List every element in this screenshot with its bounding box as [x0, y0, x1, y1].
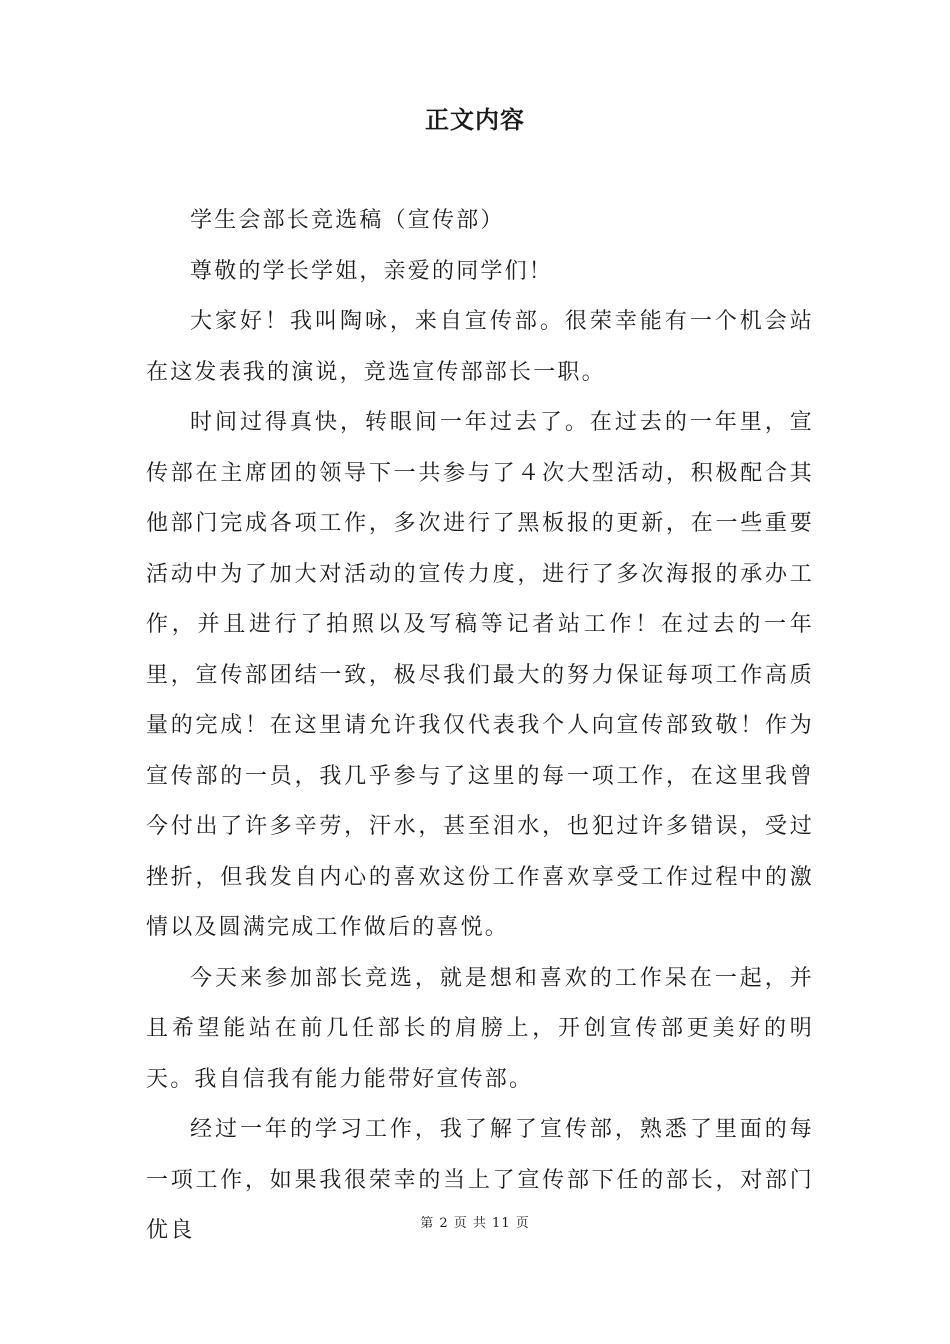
paragraph-motivation: 今天来参加部长竞选，就是想和喜欢的工作呆在一起，并且希望能站在前几任部长的肩膀上，开创宣传部更美好的明天。我自信我有能力能带好宣传部。 — [146, 965, 814, 1092]
page-number: 第 2 页 共 11 页 — [420, 1216, 530, 1231]
paragraph-plan: 经过一年的学习工作，我了解了宣传部，熟悉了里面的每一项工作，如果我很荣幸的当上了宣传部下任的部长，对部门优良 — [146, 1117, 814, 1243]
document-body — [146, 196, 814, 1257]
paragraph-review: 时间过得真快，转眼间一年过去了。在过去的一年里，宣传部在主席团的领导下一共参与了４次大型活动，积极配合其他部门完成各项工作，多次进行了黑板报的更新，在一些重要活动中为了加大对活动的宣传力度，进行了多次海报的承办工作，并且进行了拍照以及写稿等记者站工作！在过去的一年里，宣传部团结一致，极尽我们最大的努力保证每项工作高质量的完成！在这里请允许我仅代表我个人向宣传部致敬！作为宣传部的一员，我几乎参与了这里的每一项工作，在这里我曾今付出了许多辛劳，汗水，甚至泪水，也犯过许多错误，受过挫折，但我发自内心的喜欢这份工作喜欢享受工作过程中的激情以及圆满完成工作做后的喜悦。 — [146, 410, 814, 940]
paragraph-salutation: 尊敬的学长学姐，亲爱的同学们！ — [190, 258, 554, 284]
page-title: 正文内容 — [425, 105, 525, 134]
paragraph-doc-title: 学生会部长竞选稿（宣传部） — [190, 208, 505, 233]
paragraph-intro: 大家好！我叫陶咏，来自宣传部。很荣幸能有一个机会站在这发表我的演说，竞选宣传部部长一职。 — [146, 309, 814, 385]
